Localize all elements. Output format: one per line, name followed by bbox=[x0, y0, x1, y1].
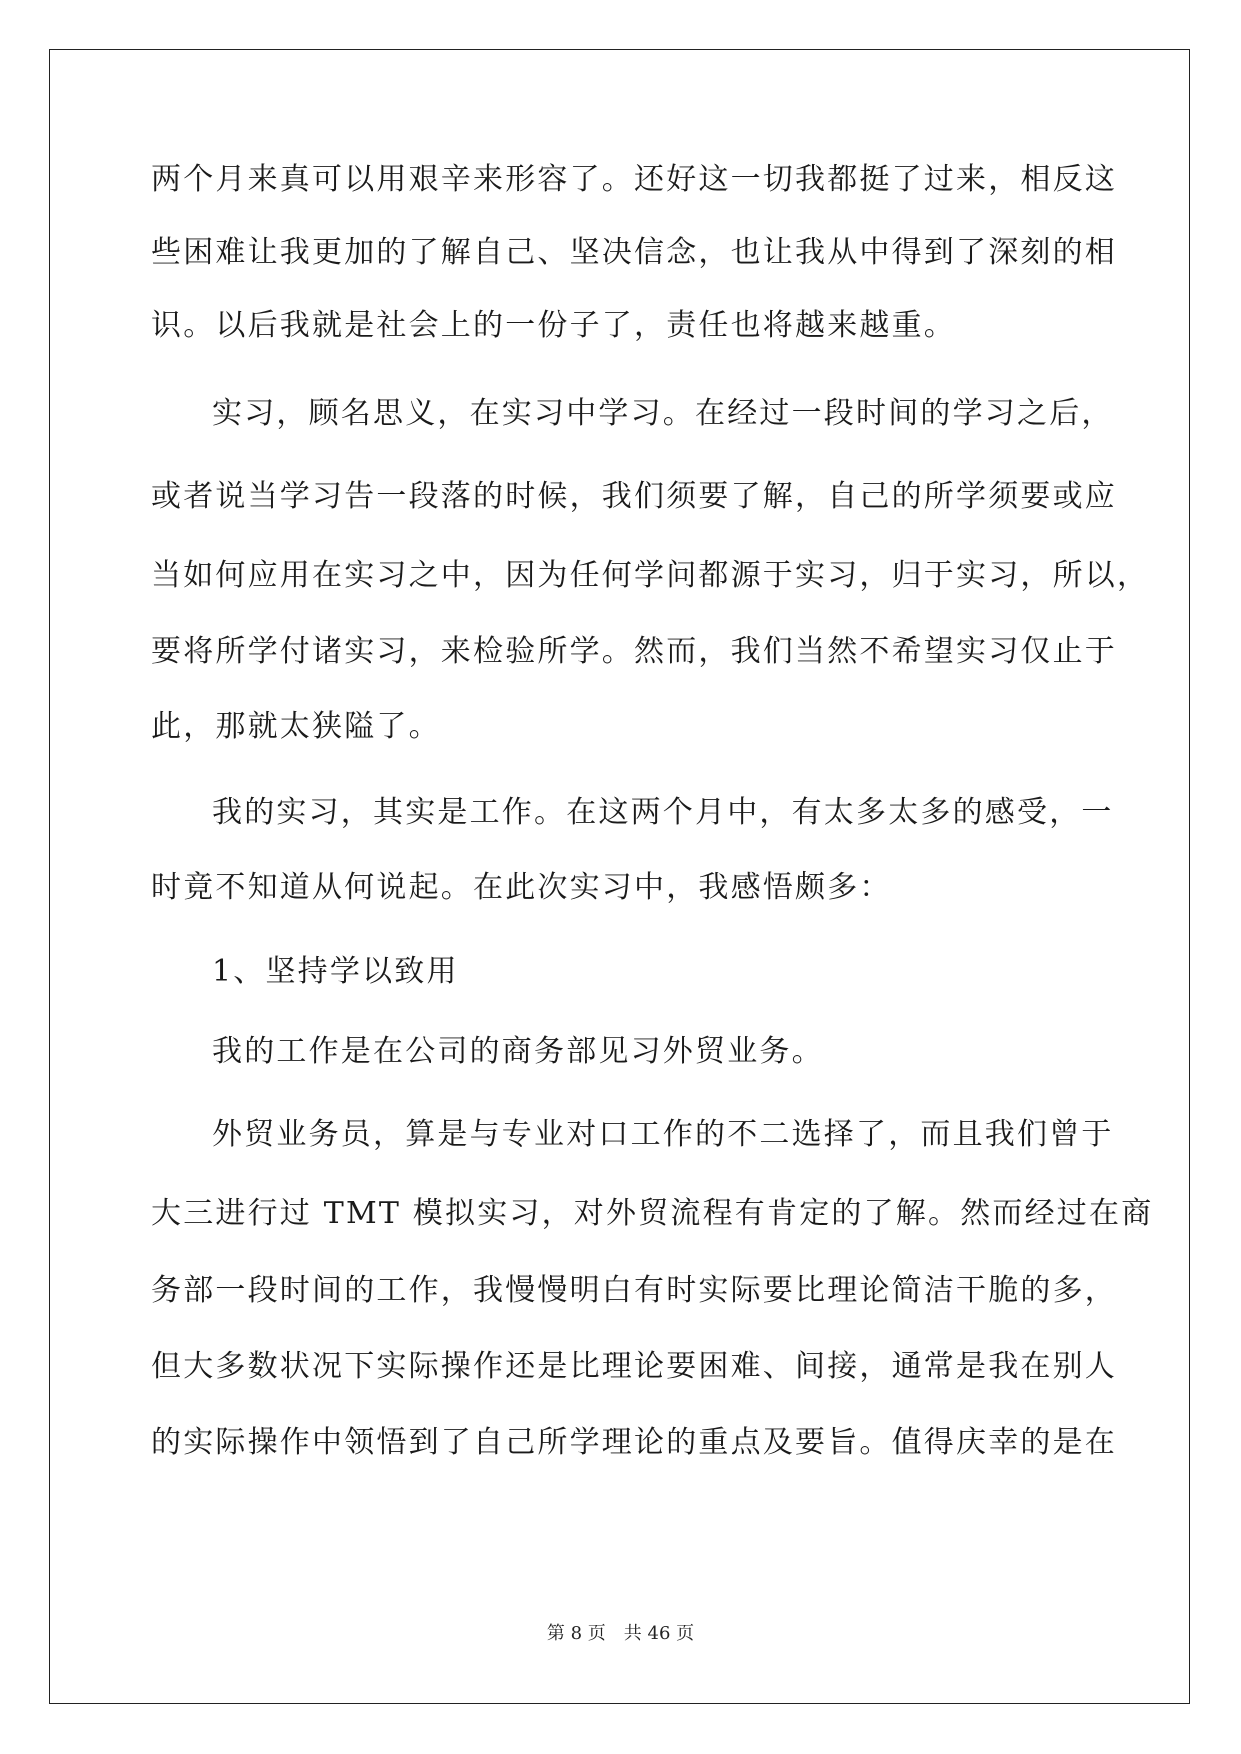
text-line: 些困难让我更加的了解自己、坚决信念，也让我从中得到了深刻的相 bbox=[151, 235, 1117, 270]
text-line: 务部一段时间的工作，我慢慢明白有时实际要比理论简洁干脆的多， bbox=[151, 1273, 1117, 1308]
text-line: 当如何应用在实习之中，因为任何学问都源于实习，归于实习，所以， bbox=[151, 558, 1150, 593]
text-line: 两个月来真可以用艰辛来形容了。还好这一切我都挺了过来，相反这 bbox=[151, 162, 1117, 197]
text-line: 此，那就太狭隘了。 bbox=[151, 709, 441, 744]
text-line: 要将所学付诸实习，来检验所学。然而，我们当然不希望实习仅止于 bbox=[151, 634, 1117, 669]
paragraph-first-line: 外贸业务员，算是与专业对口工作的不二选择了，而且我们曾于 bbox=[212, 1117, 1114, 1152]
text-line: 时竟不知道从何说起。在此次实习中，我感悟颇多： bbox=[151, 870, 892, 905]
page-total: 共 46 页 bbox=[623, 1623, 695, 1644]
text-line: 大三进行过 TMT 模拟实习，对外贸流程有肯定的了解。然而经过在商 bbox=[151, 1196, 1154, 1231]
section-heading: 1、坚持学以致用 bbox=[212, 954, 459, 989]
text-line: 的实际操作中领悟到了自己所学理论的重点及要旨。值得庆幸的是在 bbox=[151, 1425, 1117, 1460]
paragraph-first-line: 我的实习，其实是工作。在这两个月中，有太多太多的感受，一 bbox=[212, 795, 1114, 830]
paragraph-first-line: 实习，顾名思义，在实习中学习。在经过一段时间的学习之后， bbox=[212, 396, 1114, 431]
text-line: 识。以后我就是社会上的一份子了，责任也将越来越重。 bbox=[151, 308, 956, 343]
paragraph-first-line: 我的工作是在公司的商务部见习外贸业务。 bbox=[212, 1034, 824, 1069]
page-footer bbox=[0, 1622, 1241, 1646]
text-line: 但大多数状况下实际操作还是比理论要困难、间接，通常是我在别人 bbox=[151, 1349, 1117, 1384]
page-number: 第 8 页 bbox=[546, 1623, 606, 1644]
text-line: 或者说当学习告一段落的时候，我们须要了解，自己的所学须要或应 bbox=[151, 479, 1117, 514]
